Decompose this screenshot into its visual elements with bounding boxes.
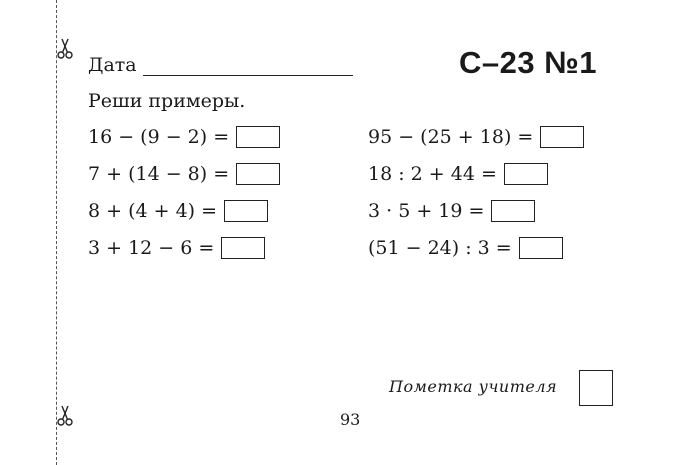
equation-expression: 18 : 2 + 44 = [368,163,497,185]
answer-box[interactable] [224,200,268,222]
answer-box[interactable] [504,163,548,185]
equation-row [368,200,535,222]
equation-expression: 3 + 12 − 6 = [88,237,215,259]
worksheet-code: С–23 №1 [459,45,598,80]
page-number: 93 [340,410,361,429]
equation-expression: 8 + (4 + 4) = [88,200,218,222]
teacher-note-label: Пометка учителя [389,377,558,396]
equation-expression: 3 · 5 + 19 = [368,200,485,222]
equation-expression: 7 + (14 − 8) = [88,163,230,185]
date-label: Дата [88,54,137,76]
scissors-icon [56,405,74,427]
cut-line [56,0,57,465]
answer-box[interactable] [540,126,584,148]
equation-row [88,126,280,148]
equation-row [368,126,584,148]
equation-row [368,237,563,259]
teacher-mark-box[interactable] [579,370,613,406]
answer-box[interactable] [236,163,280,185]
answer-box[interactable] [236,126,280,148]
answer-box[interactable] [221,237,265,259]
equation-row [368,163,548,185]
answer-box[interactable] [491,200,535,222]
date-input-line[interactable] [143,75,353,76]
equation-row [88,200,268,222]
equation-expression: 95 − (25 + 18) = [368,126,534,148]
equation-expression: 16 − (9 − 2) = [88,126,230,148]
instruction: Реши примеры. [88,90,246,112]
equation-row [88,163,280,185]
scissors-icon [56,38,74,60]
answer-box[interactable] [519,237,563,259]
equation-expression: (51 − 24) : 3 = [368,237,512,259]
equation-row [88,237,265,259]
